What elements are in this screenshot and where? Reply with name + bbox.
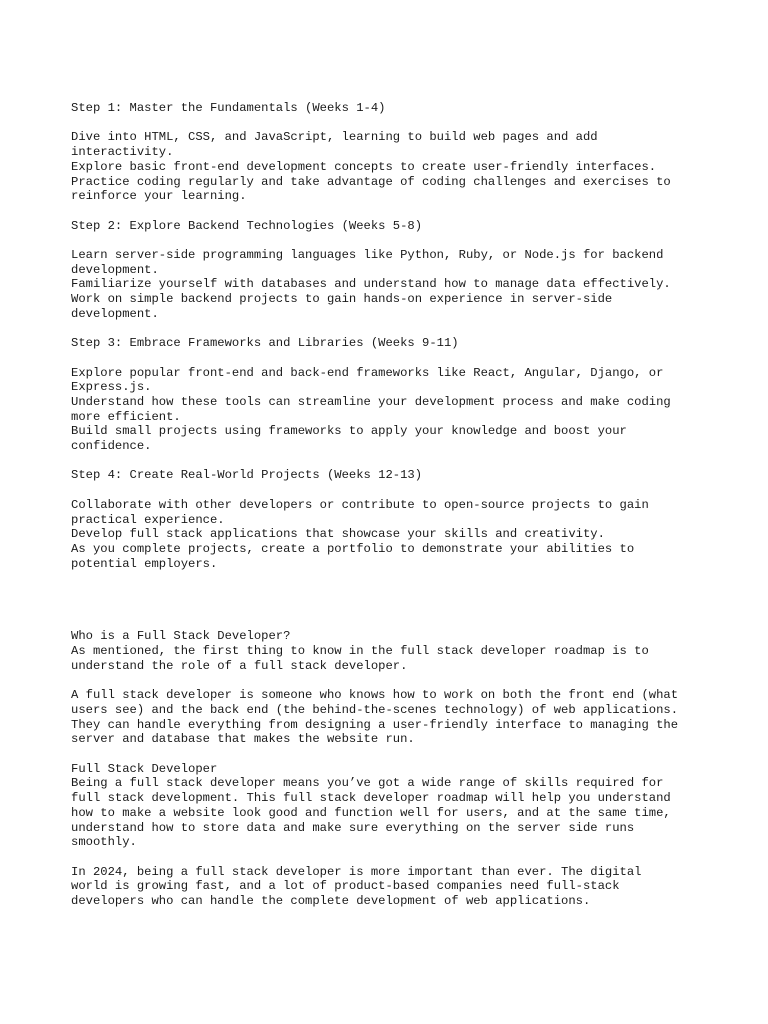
step-2-line: development. (71, 306, 159, 321)
about-definition-line: A full stack developer is someone who knows how to work on both the front end (what (71, 688, 679, 703)
step-3-heading: Step 3: Embrace Frameworks and Libraries (Weeks 9-11) (71, 336, 459, 351)
step-1-line: Practice coding regularly and take advantage of coding challenges and exercises to (71, 174, 671, 189)
about-intro-line: understand the role of a full stack developer. (71, 658, 408, 673)
about-definition-line: users see) and the back end (the behind-the-scenes technology) of web applications. (71, 702, 679, 717)
about-subsection-line: Being a full stack developer means you’ve got a wide range of skills required for (71, 776, 664, 791)
step-3-line: Explore popular front-end and back-end frameworks like React, Angular, Django, or (71, 365, 664, 380)
step-1-line: Dive into HTML, CSS, and JavaScript, learning to build web pages and add (71, 130, 598, 145)
step-3-line: Express.js. (71, 380, 152, 395)
about-intro (71, 629, 711, 673)
step-4-line: As you complete projects, create a portfolio to demonstrate your abilities to (71, 541, 635, 556)
step-4-line: Develop full stack applications that showcase your skills and creativity. (71, 527, 605, 542)
step-4-line: practical experience. (71, 512, 225, 527)
document-page (71, 101, 711, 923)
step-1-heading-block (71, 101, 711, 116)
about-closing-line: In 2024, being a full stack developer is more important than ever. The digital (71, 864, 642, 879)
step-3-heading-block (71, 336, 711, 351)
about-intro-line: As mentioned, the first thing to know in the full stack developer roadmap is to (71, 644, 649, 659)
step-3-line: more efficient. (71, 409, 181, 424)
step-4-line: Collaborate with other developers or contribute to open-source projects to gain (71, 497, 649, 512)
about-closing-line: developers who can handle the complete development of web applications. (71, 894, 591, 908)
about-closing (71, 865, 711, 909)
step-1-line: reinforce your learning. (71, 189, 247, 204)
step-2-heading-block (71, 219, 711, 234)
about-subsection-line: smoothly. (71, 835, 137, 850)
step-2-body (71, 248, 711, 322)
about-subsection-line: understand how to store data and make sure everything on the server side runs (71, 820, 635, 835)
step-3-line: Understand how these tools can streamline your development process and make coding (71, 394, 671, 409)
step-4-heading: Step 4: Create Real-World Projects (Weeks 12-13) (71, 468, 423, 483)
about-closing-line: world is growing fast, and a lot of product-based companies need full-stack (71, 879, 620, 894)
step-1-line: interactivity. (71, 145, 174, 160)
about-subsection-line: full stack development. This full stack developer roadmap will help you understand (71, 791, 671, 806)
about-subsection-line: how to make a website look good and function well for users, and at the same time, (71, 805, 671, 820)
about-definition (71, 688, 711, 747)
step-1-body (71, 130, 711, 204)
step-1-line: Explore basic front-end development concepts to create user-friendly interfaces. (71, 159, 657, 174)
step-2-heading: Step 2: Explore Backend Technologies (Weeks 5-8) (71, 218, 423, 233)
step-2-line: Work on simple backend projects to gain hands-on experience in server-side (71, 292, 613, 307)
step-4-heading-block (71, 468, 711, 483)
step-1-heading: Step 1: Master the Fundamentals (Weeks 1-4) (71, 101, 386, 115)
step-2-line: Familiarize yourself with databases and understand how to manage data effectively. (71, 277, 671, 292)
step-4-body (71, 498, 711, 572)
about-subheading: Full Stack Developer (71, 761, 218, 776)
step-2-line: Learn server-side programming languages like Python, Ruby, or Node.js for backend (71, 247, 664, 262)
step-4-line: potential employers. (71, 556, 218, 571)
step-2-line: development. (71, 262, 159, 277)
about-heading: Who is a Full Stack Developer? (71, 629, 291, 644)
step-3-body (71, 366, 711, 454)
about-definition-line: They can handle everything from designing a user-friendly interface to managing the (71, 717, 679, 732)
about-subsection (71, 762, 711, 850)
step-3-line: Build small projects using frameworks to apply your knowledge and boost your (71, 424, 627, 439)
step-3-line: confidence. (71, 439, 152, 454)
about-definition-line: server and database that makes the website run. (71, 732, 415, 747)
